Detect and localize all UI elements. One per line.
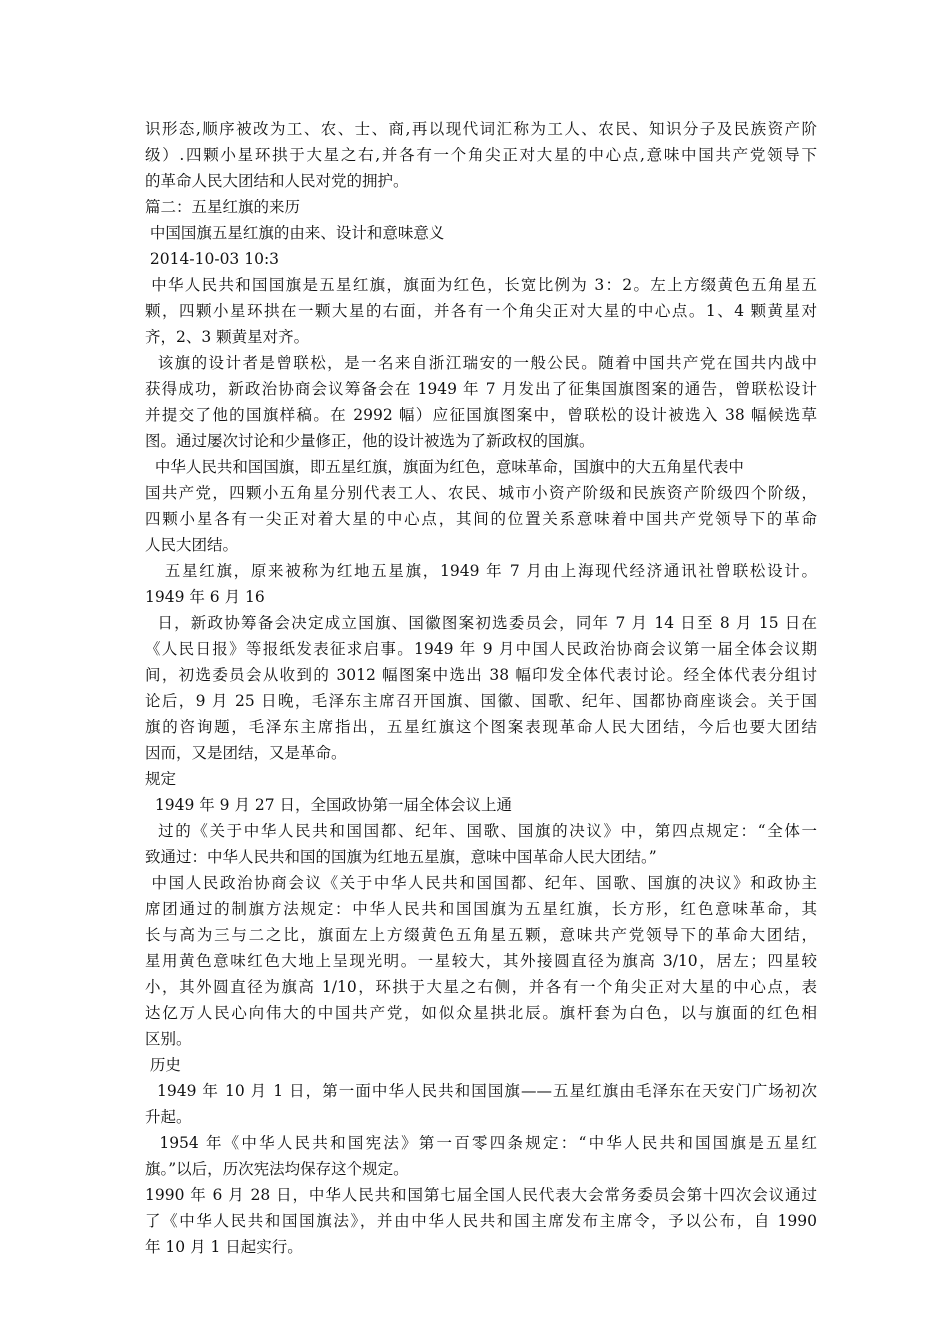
text-line: 获得成功，新政治协商会议筹备会在 1949 年 7 月发出了征集国旗图案的通告，曾联松设计 — [145, 380, 817, 398]
text-line: 年 10 月 1 日起实行。 — [145, 1238, 303, 1256]
text-line: 《人民日报》等报纸发表征求启事。1949 年 9 月中国人民政治协商会议第一届全体会议期 — [145, 640, 817, 658]
text-line: 过的《关于中华人民共和国国都、纪年、国歌、国旗的决议》中，第四点规定：“全体一 — [145, 822, 817, 840]
text-line: 四颗小星各有一尖正对着大星的中心点，其间的位置关系意味着中国共产党领导下的革命 — [145, 510, 817, 528]
text-line: 齐，2、3 颗黄星对齐。 — [145, 328, 310, 346]
text-line: 小，其外圆直径为旗高 1/10，环拱于大星之右侧，并各有一个角尖正对大星的中心点，表 — [145, 978, 817, 996]
text-line: 席团通过的制旗方法规定：中华人民共和国国旗为五星红旗，长方形，红色意味革命，其 — [145, 900, 817, 918]
text-line: 旗。”以后，历次宪法均保存这个规定。 — [145, 1160, 409, 1178]
text-line: 1949 年 10 月 1 日，第一面中华人民共和国国旗——五星红旗由毛泽东在天安门广场初次 — [145, 1082, 817, 1100]
text-line: 篇二：五星红旗的来历 — [145, 198, 301, 216]
text-line: 该旗的设计者是曾联松，是一名来自浙江瑞安的一般公民。随着中国共产党在国共内战中 — [145, 354, 817, 372]
text-line: 中华人民共和国国旗，即五星红旗，旗面为红色，意味革命，国旗中的大五角星代表中 — [145, 458, 744, 476]
text-line: 1954 年《中华人民共和国宪法》第一百零四条规定：“中华人民共和国国旗是五星红 — [145, 1134, 817, 1152]
document-page — [145, 116, 817, 1260]
text-line: 论后，9 月 25 日晚，毛泽东主席召开国旗、国徽、国歌、纪年、国都协商座谈会。关于国 — [145, 692, 817, 710]
text-line: 的革命人民大团结和人民对党的拥护。 — [145, 172, 409, 190]
text-line: 间，初选委员会从收到的 3012 幅图案中选出 38 幅印发全体代表讨论。经全体代表分组讨 — [145, 666, 817, 684]
text-line: 历史 — [145, 1056, 181, 1074]
text-line: 中国人民政治协商会议《关于中华人民共和国国都、纪年、国歌、国旗的决议》和政协主 — [145, 874, 817, 892]
text-line: 级）.四颗小星环拱于大星之右,并各有一个角尖正对大星的中心点,意味中国共产党领导下 — [145, 146, 817, 164]
text-line: 中国国旗五星红旗的由来、设计和意味意义 — [145, 224, 445, 242]
text-line: 并提交了他的国旗样稿。在 2992 幅）应征国旗图案中，曾联松的设计被选入 38 幅候选草 — [145, 406, 817, 424]
text-line: 国共产党，四颗小五角星分别代表工人、农民、城市小资产阶级和民族资产阶级四个阶级， — [145, 484, 817, 502]
text-line: 1949 年 6 月 16 — [145, 588, 265, 606]
text-line: 规定 — [145, 770, 177, 788]
text-line: 致通过：中华人民共和国的国旗为红地五星旗，意味中国革命人民大团结。” — [145, 848, 657, 866]
text-line: 颗，四颗小星环拱在一颗大星的右面，并各有一个角尖正对大星的中心点。1、4 颗黄星对 — [145, 302, 817, 320]
text-line: 1949 年 9 月 27 日，全国政协第一届全体会议上通 — [145, 796, 513, 814]
text-line: 旗的咨询题，毛泽东主席指出，五星红旗这个图案表现革命人民大团结，今后也要大团结 — [145, 718, 817, 736]
text-line: 识形态,顺序被改为工、农、士、商,再以现代词汇称为工人、农民、知识分子及民族资产阶 — [145, 120, 817, 138]
text-line: 升起。 — [145, 1108, 192, 1126]
text-line: 达亿万人民心向伟大的中国共产党，如似众星拱北辰。旗杆套为白色，以与旗面的红色相 — [145, 1004, 817, 1022]
text-line: 长与高为三与二之比，旗面左上方缀黄色五角星五颗，意味共产党领导下的革命大团结， — [145, 926, 817, 944]
text-line: 星用黄色意味红色大地上呈现光明。一星较大，其外接圆直径为旗高 3/10，居左；四星较 — [145, 952, 817, 970]
text-line: 因而，又是团结，又是革命。 — [145, 744, 347, 762]
text-line: 2014-10-03 10:3 — [145, 250, 280, 268]
text-line: 1990 年 6 月 28 日，中华人民共和国第七届全国人民代表大会常务委员会第十四次会议通过 — [145, 1186, 817, 1204]
text-line: 区别。 — [145, 1030, 192, 1048]
text-line: 图。通过屡次讨论和少量修正，他的设计被选为了新政权的国旗。 — [145, 432, 595, 450]
text-line: 了《中华人民共和国国旗法》，并由中华人民共和国主席发布主席令，予以公布，自 1990 — [145, 1212, 817, 1230]
text-line: 日，新政协筹备会决定成立国旗、国徽图案初选委员会，同年 7 月 14 日至 8 月 15 日在 — [145, 614, 817, 632]
text-line: 人民大团结。 — [145, 536, 239, 554]
text-line: 五星红旗，原来被称为红地五星旗，1949 年 7 月由上海现代经济通讯社曾联松设计。 — [145, 562, 817, 580]
text-line: 中华人民共和国国旗是五星红旗，旗面为红色，长宽比例为 3：2。左上方缀黄色五角星五 — [145, 276, 817, 294]
